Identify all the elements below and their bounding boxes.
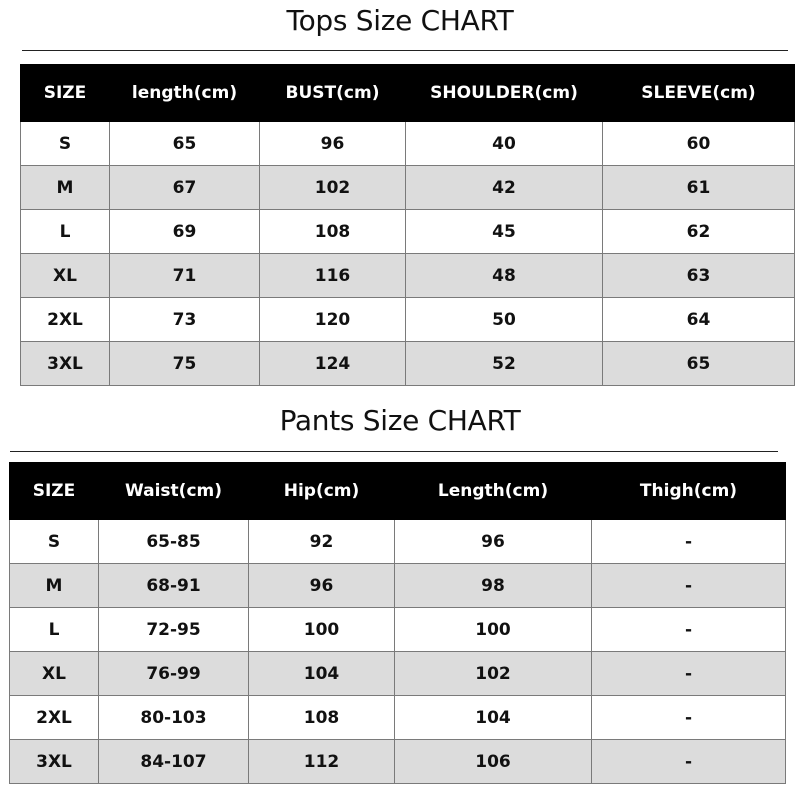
table-row (10, 520, 786, 564)
table-row (21, 210, 795, 254)
table-cell: XL (21, 254, 110, 298)
pants-header-row (10, 463, 786, 520)
table-row (10, 608, 786, 652)
table-row (10, 564, 786, 608)
table-row (10, 696, 786, 740)
pants-header-hip: Hip(cm) (249, 463, 395, 520)
table-cell: 108 (249, 696, 395, 740)
table-cell: S (21, 122, 110, 166)
table-cell: 60 (603, 122, 795, 166)
table-cell: 65 (603, 342, 795, 386)
table-row (21, 298, 795, 342)
table-row (10, 740, 786, 784)
tops-header-length: length(cm) (110, 65, 260, 122)
table-cell: 72-95 (99, 608, 249, 652)
table-cell: - (592, 740, 786, 784)
table-cell: 76-99 (99, 652, 249, 696)
table-cell: 116 (260, 254, 406, 298)
table-cell: 102 (260, 166, 406, 210)
table-cell: - (592, 564, 786, 608)
table-cell: 92 (249, 520, 395, 564)
table-row (21, 166, 795, 210)
table-cell: 2XL (10, 696, 99, 740)
table-cell: 48 (406, 254, 603, 298)
table-cell: 40 (406, 122, 603, 166)
table-cell: S (10, 520, 99, 564)
pants-chart-title: Pants Size CHART (279, 404, 521, 437)
pants-header-size: SIZE (10, 463, 99, 520)
table-cell: 69 (110, 210, 260, 254)
table-cell: 108 (260, 210, 406, 254)
table-cell: 3XL (10, 740, 99, 784)
table-cell: - (592, 652, 786, 696)
tops-size-table (20, 64, 795, 386)
table-cell: XL (10, 652, 99, 696)
table-cell: L (10, 608, 99, 652)
table-cell: 112 (249, 740, 395, 784)
table-cell: 61 (603, 166, 795, 210)
table-row (10, 652, 786, 696)
table-cell: 50 (406, 298, 603, 342)
table-cell: 124 (260, 342, 406, 386)
table-cell: - (592, 696, 786, 740)
table-row (21, 342, 795, 386)
table-cell: 80-103 (99, 696, 249, 740)
pants-size-table (9, 462, 786, 784)
table-cell: 100 (249, 608, 395, 652)
table-cell: 102 (395, 652, 592, 696)
tops-title-divider (22, 50, 788, 51)
table-cell: 62 (603, 210, 795, 254)
table-cell: 67 (110, 166, 260, 210)
table-cell: 65 (110, 122, 260, 166)
table-cell: 120 (260, 298, 406, 342)
table-cell: 75 (110, 342, 260, 386)
pants-header-thigh: Thigh(cm) (592, 463, 786, 520)
table-cell: - (592, 608, 786, 652)
pants-header-waist: Waist(cm) (99, 463, 249, 520)
table-cell: 100 (395, 608, 592, 652)
table-cell: 96 (395, 520, 592, 564)
table-cell: 104 (395, 696, 592, 740)
table-cell: 65-85 (99, 520, 249, 564)
tops-chart-title: Tops Size CHART (286, 4, 514, 37)
pants-header-length: Length(cm) (395, 463, 592, 520)
table-cell: 45 (406, 210, 603, 254)
table-cell: 96 (260, 122, 406, 166)
table-cell: 73 (110, 298, 260, 342)
table-cell: 98 (395, 564, 592, 608)
table-cell: L (21, 210, 110, 254)
table-cell: 2XL (21, 298, 110, 342)
table-cell: 64 (603, 298, 795, 342)
tops-header-bust: BUST(cm) (260, 65, 406, 122)
table-cell: 96 (249, 564, 395, 608)
table-cell: 63 (603, 254, 795, 298)
table-row (21, 254, 795, 298)
table-cell: M (21, 166, 110, 210)
table-cell: 3XL (21, 342, 110, 386)
table-cell: 71 (110, 254, 260, 298)
tops-header-size: SIZE (21, 65, 110, 122)
table-cell: M (10, 564, 99, 608)
table-cell: - (592, 520, 786, 564)
tops-header-row (21, 65, 795, 122)
table-cell: 68-91 (99, 564, 249, 608)
table-row (21, 122, 795, 166)
table-cell: 52 (406, 342, 603, 386)
table-cell: 42 (406, 166, 603, 210)
tops-header-sleeve: SLEEVE(cm) (603, 65, 795, 122)
table-cell: 106 (395, 740, 592, 784)
table-cell: 104 (249, 652, 395, 696)
pants-title-divider (10, 451, 778, 452)
tops-header-shoulder: SHOULDER(cm) (406, 65, 603, 122)
table-cell: 84-107 (99, 740, 249, 784)
